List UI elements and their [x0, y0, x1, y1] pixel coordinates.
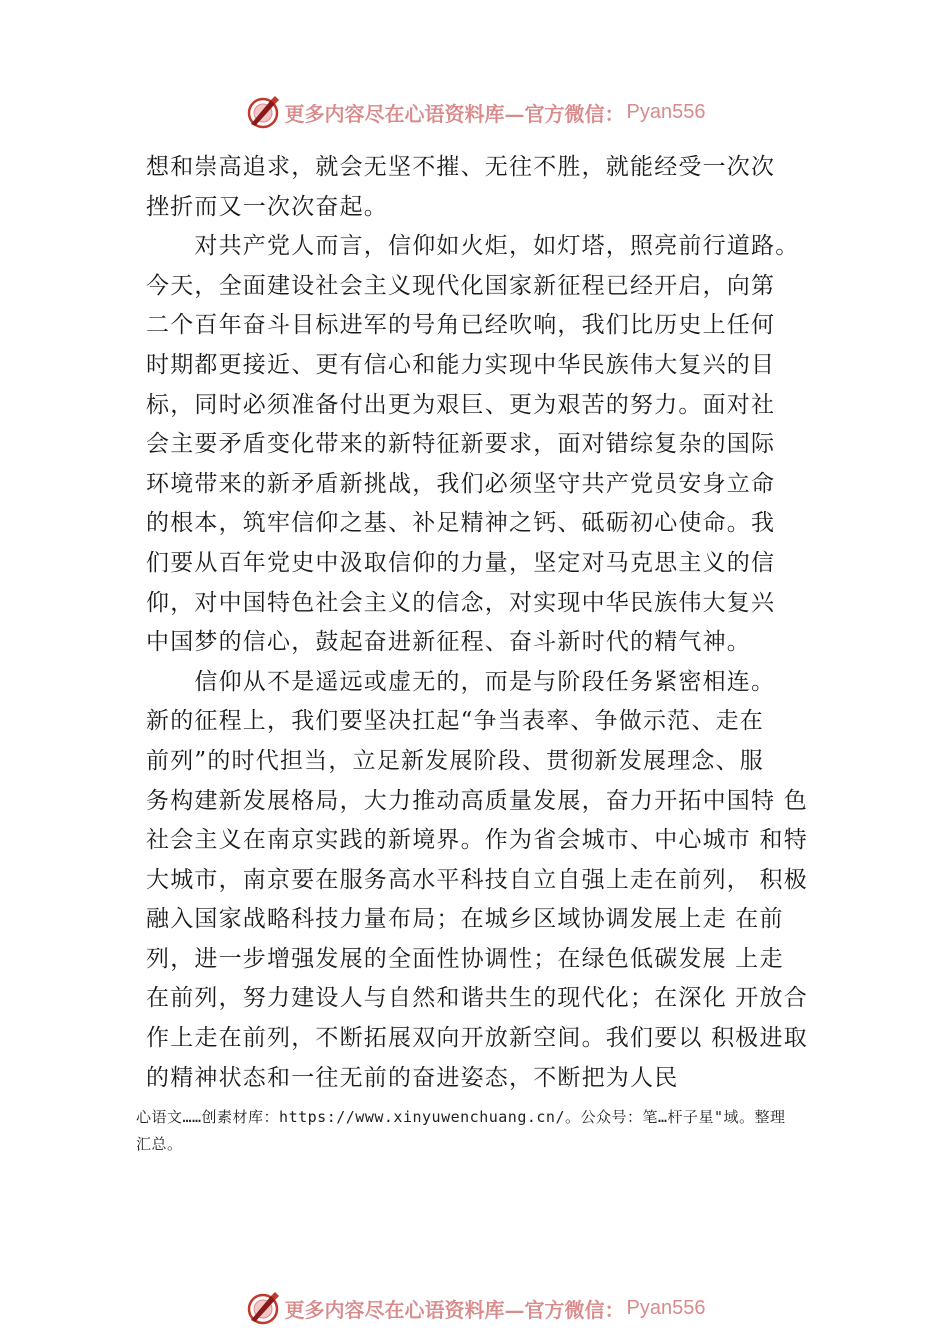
paragraph-line: 的根本，筑牢信仰之基、补足精神之钙、砥砺初心使命。我	[146, 510, 776, 537]
paragraph-line: 融入国家战略科技力量布局；在城乡区域协调发展上走 在前	[146, 906, 784, 933]
paragraph-line: 前列”的时代担当，立足新发展阶段、贯彻新发展理念、服	[146, 747, 764, 774]
paragraph-line: 在前列，努力建设人与自然和谐共生的现代化；在深化 开放合	[146, 985, 808, 1012]
paragraph-line: 的精神状态和一往无前的奋进姿态，不断把为人民	[146, 1064, 679, 1091]
header-banner	[0, 92, 950, 132]
paragraph-line: 新的征程上，我们要坚决扛起“争当表率、争做示范、走在	[146, 708, 764, 735]
paragraph-line: 中国梦的信心，鼓起奋进新征程、奋斗新时代的精气神。	[146, 629, 751, 656]
paragraph-line: 环境带来的新矛盾新挑战，我们必须坚守共产党员安身立命	[146, 470, 776, 497]
paragraph-line: 大城市，南京要在服务高水平科技自立自强上走在前列， 积极	[146, 866, 808, 893]
footer-note	[136, 1104, 836, 1158]
footer-note-line: 心语文……创素材库：https://www.xinyuwenchuang.cn/。公众号：笔…杆子星"域。整理	[136, 1108, 786, 1126]
document-body	[146, 148, 836, 1098]
pen-nib-seal-icon	[245, 94, 281, 130]
paragraph-line: 想和崇高追求，就会无坚不摧、无往不胜，就能经受一次次	[146, 154, 776, 180]
banner-text: 更多内容尽在心语资料库—官方微信：	[284, 1297, 625, 1322]
paragraph-line: 仰，对中国特色社会主义的信念，对实现中华民族伟大复兴	[146, 589, 776, 616]
paragraph-line: 今天，全面建设社会主义现代化国家新征程已经开启，向第	[146, 272, 776, 299]
paragraph-line: 时期都更接近、更有信心和能力实现中华民族伟大复兴的目	[146, 351, 776, 378]
footer-banner	[0, 1288, 950, 1328]
pen-nib-seal-icon	[245, 1290, 281, 1326]
banner-account: Pyan556	[626, 100, 706, 123]
paragraph-line: 挫折而又一次次奋起。	[146, 193, 388, 220]
paragraph-line: 列，进一步增强发展的全面性协调性；在绿色低碳发展 上走	[146, 945, 784, 972]
paragraph-line: 二个百年奋斗目标进军的号角已经吹响，我们比历史上任何	[146, 312, 776, 339]
paragraph-line: 们要从百年党史中汲取信仰的力量，坚定对马克思主义的信	[146, 549, 776, 576]
paragraph-line: 作上走在前列，不断拓展双向开放新空间。我们要以 积极进取	[146, 1025, 808, 1052]
paragraph-line: 务构建新发展格局，大力推动高质量发展，奋力开拓中国特 色	[146, 787, 808, 814]
paragraph-line: 标，同时必须准备付出更为艰巨、更为艰苦的努力。面对社	[146, 391, 776, 418]
footer-note-line: 汇总。	[136, 1135, 183, 1153]
paragraph-line: 信仰从不是遥远或虚无的，而是与阶段任务紧密相连。	[146, 668, 776, 695]
banner-text: 更多内容尽在心语资料库—官方微信：	[284, 101, 625, 126]
paragraph-line: 社会主义在南京实践的新境界。作为省会城市、中心城市 和特	[146, 827, 808, 854]
banner-account: Pyan556	[626, 1296, 706, 1319]
paragraph-line: 对共产党人而言，信仰如火炬，如灯塔，照亮前行道路。	[146, 233, 800, 260]
paragraph-line: 会主要矛盾变化带来的新特征新要求，面对错综复杂的国际	[146, 431, 776, 458]
